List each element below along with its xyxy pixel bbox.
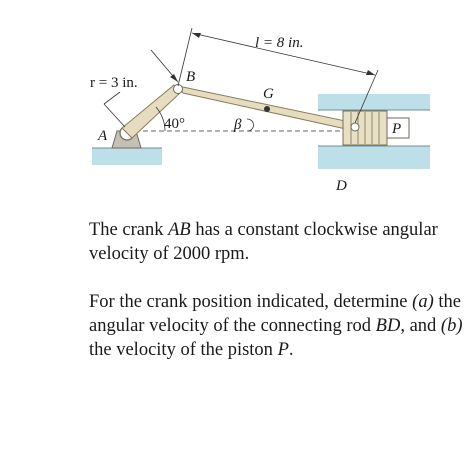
label-D: D — [336, 178, 347, 194]
p2-text-i: . — [288, 340, 294, 360]
cylinder-bottom-wall — [318, 146, 430, 169]
dimension-r-extension — [104, 104, 125, 127]
label-angle: 40° — [164, 116, 185, 132]
p2-text-a: For the crank position indicated, determine — [89, 292, 413, 312]
p2-text-h: P — [277, 340, 289, 360]
problem-statement — [89, 218, 464, 266]
p2-text-c: the angular velocity of the connecting rod — [89, 292, 461, 336]
dimension-r-lower — [104, 92, 120, 104]
crank-ground — [92, 148, 162, 165]
p2-text-f: (b) — [440, 316, 463, 336]
label-P: P — [392, 121, 402, 137]
angle-arc-beta — [247, 119, 254, 131]
label-l: l = 8 in. — [255, 35, 304, 51]
cylinder-top-wall — [318, 94, 430, 110]
p2-text-d: BD — [375, 316, 401, 336]
pin-D — [351, 123, 359, 131]
dimension-l-arrow-end — [366, 70, 375, 75]
label-r: r = 3 in. — [90, 75, 138, 91]
crank-piston-diagram — [0, 0, 474, 205]
p2-text-b: (a) — [412, 292, 434, 312]
label-A: A — [98, 128, 108, 144]
p1-text-b: AB — [168, 220, 191, 240]
p1-text-a: The crank — [89, 220, 169, 240]
dimension-l-arrow-start — [192, 33, 201, 38]
center-G — [264, 106, 270, 112]
dimension-r-arrow — [170, 74, 178, 82]
label-G: G — [263, 86, 274, 102]
problem-question — [89, 290, 464, 362]
p2-text-e: , and — [400, 316, 441, 336]
p1-text-c: has a constant clockwise angular velocity of 2000 rpm. — [89, 220, 438, 264]
label-B: B — [186, 69, 196, 85]
p2-text-g: the velocity of the piston — [89, 340, 278, 360]
label-beta: β — [234, 117, 242, 133]
